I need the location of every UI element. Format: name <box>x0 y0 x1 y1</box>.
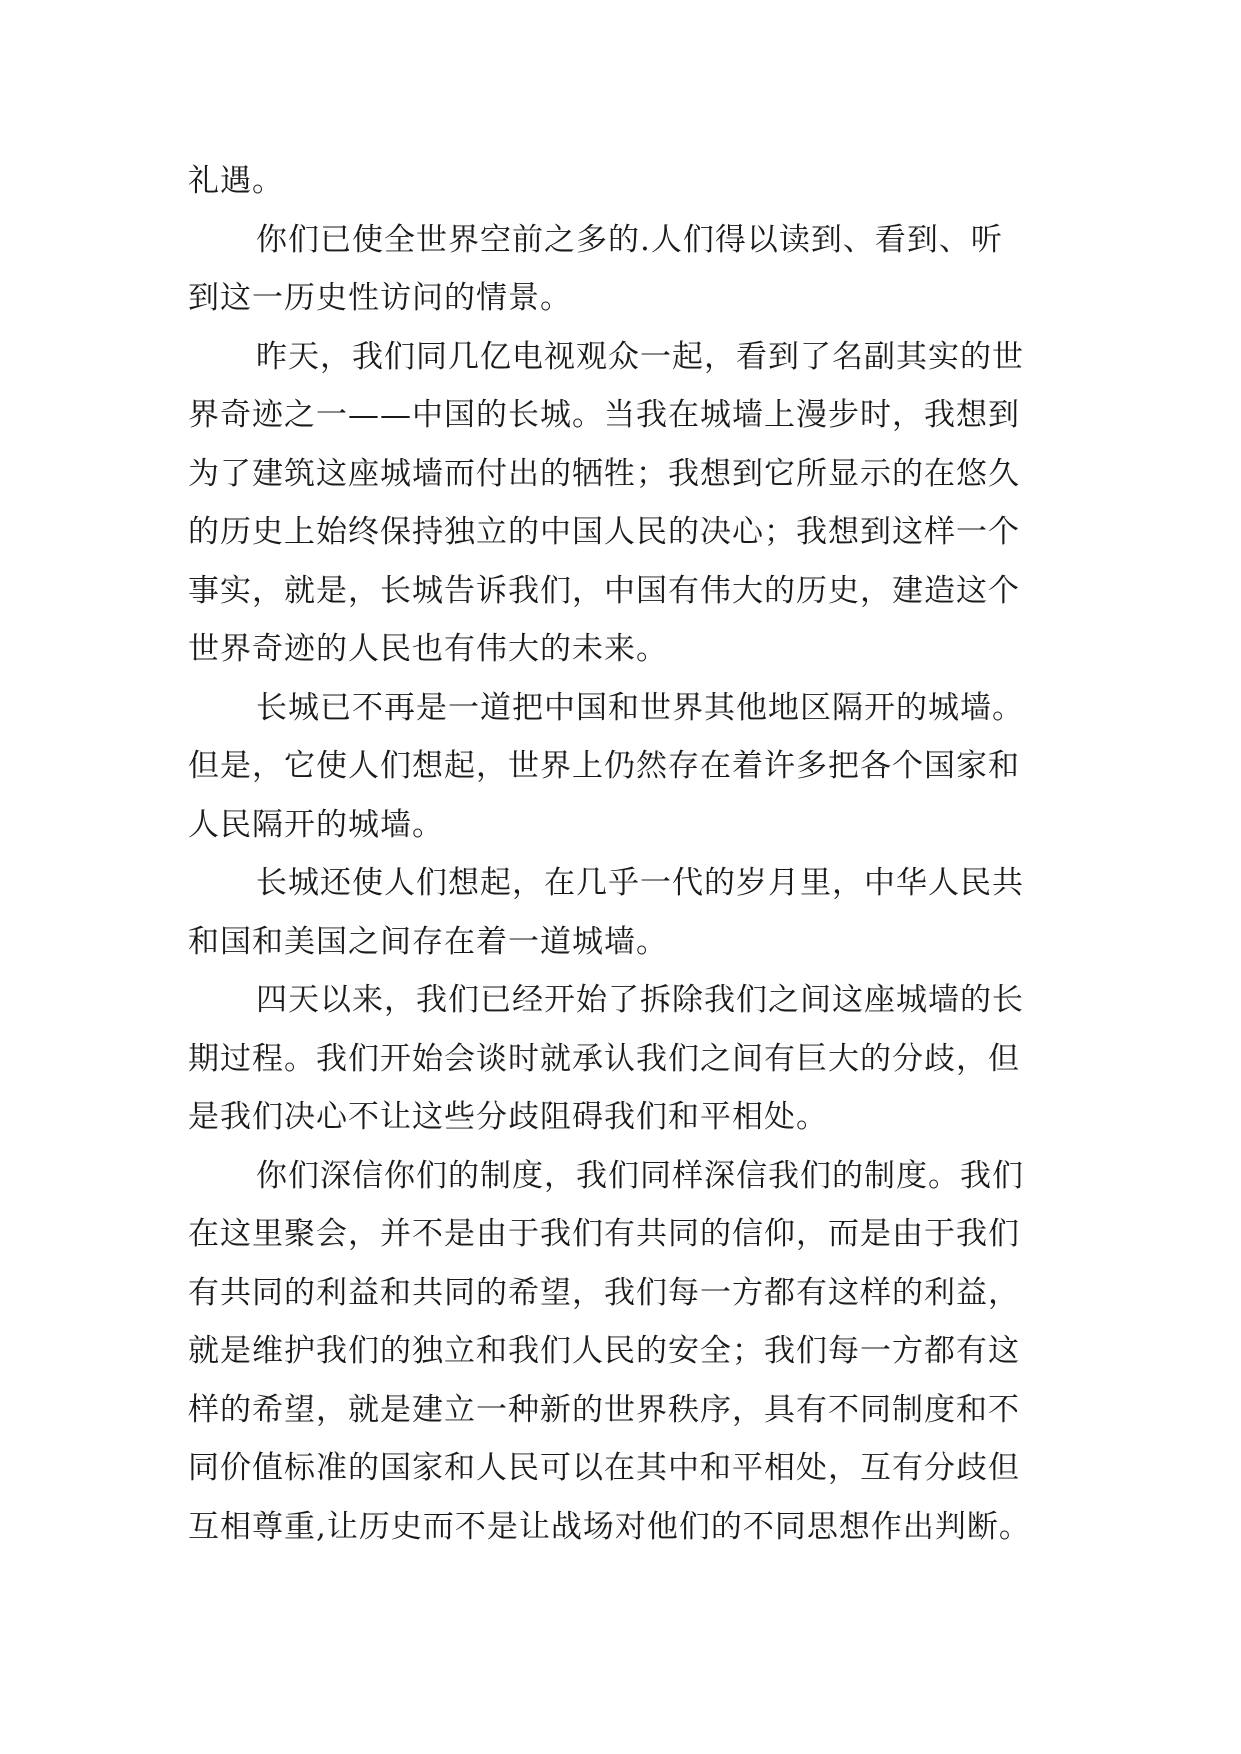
text-line: 样的希望，就是建立一种新的世界秩序，具有不同制度和不 <box>188 1391 1020 1428</box>
text-line: 有共同的利益和共同的希望，我们每一方都有这样的利益， <box>188 1274 1020 1311</box>
text-line: 长城还使人们想起，在几乎一代的岁月里，中华人民共 <box>256 865 1024 901</box>
document-body <box>188 152 1068 1556</box>
text-line: 是我们决心不让这些分歧阻碍我们和平相处。 <box>188 1099 828 1135</box>
text-line: 你们深信你们的制度，我们同样深信我们的制度。我们 <box>256 1157 1024 1194</box>
text-line: 事实，就是，长城告诉我们，中国有伟大的历史，建造这个 <box>188 572 1020 609</box>
text-line: 在这里聚会，并不是由于我们有共同的信仰，而是由于我们 <box>188 1216 1020 1252</box>
text-line: 和国和美国之间存在着一道城墙。 <box>188 923 668 960</box>
text-line: 长城已不再是一道把中国和世界其他地区隔开的城墙。 <box>256 689 1024 726</box>
text-line: 同价值标准的国家和人民可以在其中和平相处，互有分歧但 <box>188 1450 1020 1486</box>
text-line: 礼遇。 <box>188 163 284 199</box>
text-line: 就是维护我们的独立和我们人民的安全；我们每一方都有这 <box>188 1333 1020 1369</box>
text-line: 界奇迹之一——中国的长城。当我在城墙上漫步时，我想到 <box>188 397 1020 433</box>
text-line: 但是，它使人们想起，世界上仍然存在着许多把各个国家和 <box>188 748 1020 784</box>
text-line: 互相尊重,让历史而不是让战场对他们的不同思想作出判断。 <box>188 1508 1031 1545</box>
text-line: 到这一历史性访问的情景。 <box>188 280 572 316</box>
text-line: 期过程。我们开始会谈时就承认我们之间有巨大的分歧，但 <box>188 1040 1020 1077</box>
text-line: 昨天，我们同几亿电视观众一起，看到了名副其实的世 <box>256 338 1024 375</box>
text-line: 的历史上始终保持独立的中国人民的决心；我想到这样一个 <box>188 514 1020 550</box>
text-line: 四天以来，我们已经开始了拆除我们之间这座城墙的长 <box>256 982 1024 1018</box>
text-line: 世界奇迹的人民也有伟大的未来。 <box>188 631 668 667</box>
text-line: 人民隔开的城墙。 <box>188 806 444 843</box>
text-line: 你们已使全世界空前之多的.人们得以读到、看到、听 <box>256 221 1003 258</box>
text-line: 为了建筑这座城墙而付出的牺牲；我想到它所显示的在悠久 <box>188 455 1020 492</box>
